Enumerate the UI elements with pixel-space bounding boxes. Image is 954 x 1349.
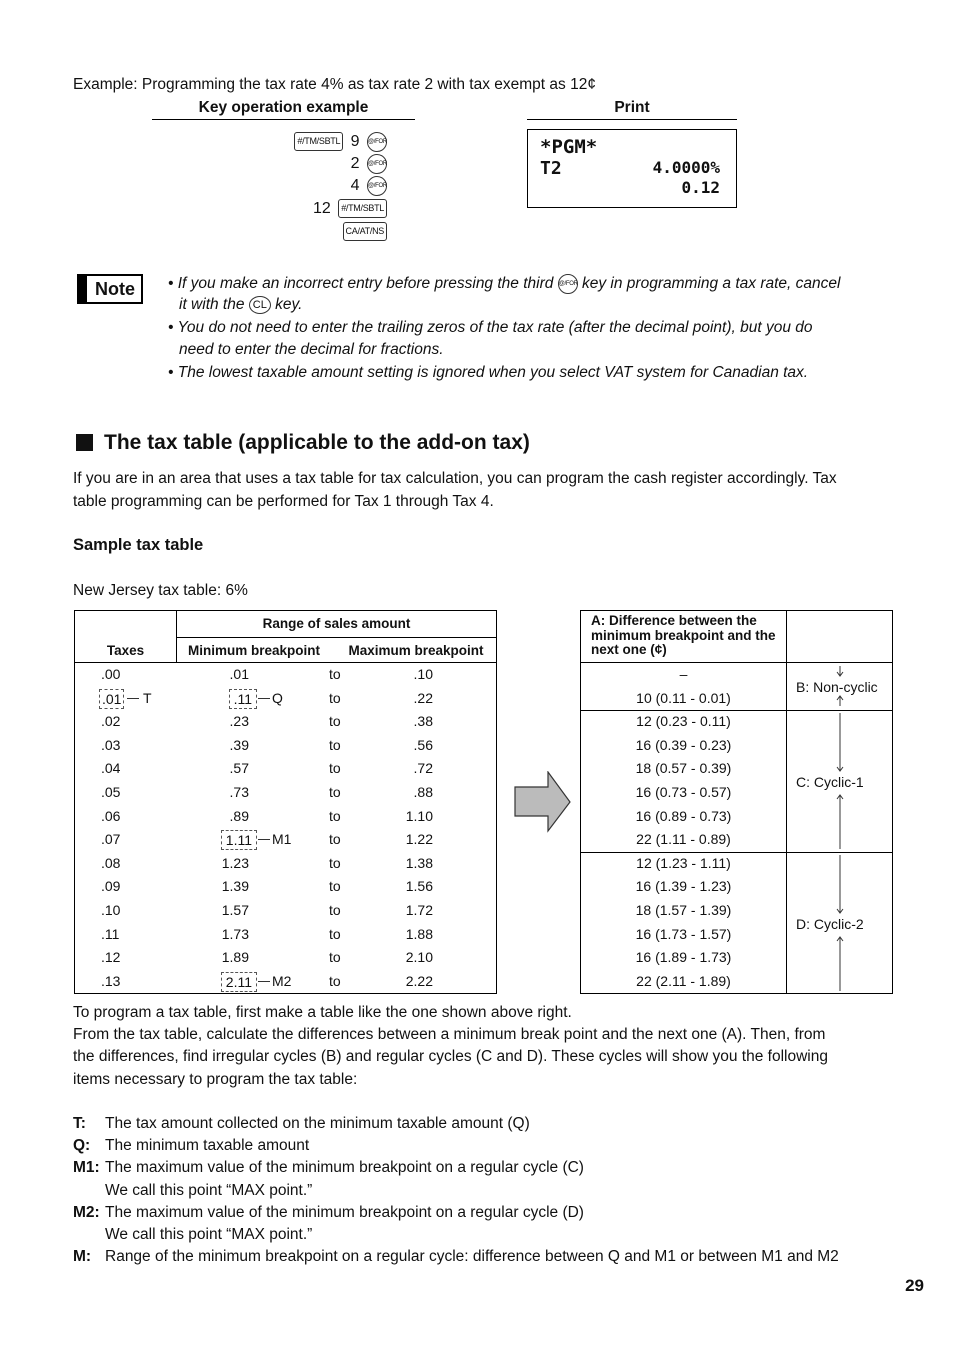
table-row bbox=[75, 970, 496, 994]
print-heading: Print bbox=[527, 99, 737, 120]
table-row bbox=[75, 663, 496, 687]
tax-cell: .05 bbox=[101, 784, 121, 800]
tax-cell: .07 bbox=[101, 831, 121, 848]
tax-table bbox=[74, 610, 497, 994]
table-row bbox=[75, 828, 496, 852]
tax-cell: .10 bbox=[101, 902, 121, 918]
difference-row: 12 (1.23 - 1.11) bbox=[636, 854, 731, 871]
tm-sbtl-key: #/TM/SBTL bbox=[294, 132, 343, 151]
tax-cell: .02 bbox=[101, 713, 121, 730]
key-number: 4 bbox=[350, 177, 360, 194]
note-line-3: • The lowest taxable amount setting is ignored when you select VAT system for Canadian tax. bbox=[168, 364, 809, 381]
min-breakpoint-cell: 1.89 bbox=[221, 949, 249, 966]
group-c-label: C: Cyclic-1 bbox=[796, 774, 864, 790]
print-receipt bbox=[527, 129, 737, 208]
key-number: 2 bbox=[350, 155, 360, 172]
min-breakpoint-cell: .11 bbox=[229, 689, 257, 709]
table-row bbox=[75, 687, 496, 711]
leader-line bbox=[258, 839, 270, 840]
max-breakpoint-cell: .22 bbox=[413, 689, 433, 706]
note-line-1: • If you make an incorrect entry before pressing the third @/FOR key in programming a tax rate, cancel bbox=[168, 275, 841, 293]
table-row bbox=[75, 781, 496, 805]
tax-cell: .12 bbox=[101, 949, 121, 966]
min-breakpoint-cell: .73 bbox=[229, 784, 249, 800]
leader-line bbox=[258, 698, 270, 699]
difference-row: 12 (0.23 - 0.11) bbox=[636, 713, 731, 730]
nj-label: New Jersey tax table: 6% bbox=[73, 582, 248, 599]
table-row bbox=[75, 852, 496, 876]
group-b-label: B: Non-cyclic bbox=[796, 679, 878, 695]
to-label: to bbox=[329, 949, 341, 966]
min-breakpoint-cell: 1.11 bbox=[221, 830, 257, 850]
tm-sbtl-key: #/TM/SBTL bbox=[338, 199, 387, 218]
tax-cell: .13 bbox=[101, 972, 121, 989]
difference-row: 22 (1.11 - 0.89) bbox=[636, 831, 731, 848]
para-line-2: From the tax table, calculate the differences between a minimum break point and the next one (A). Then, from bbox=[73, 1026, 826, 1043]
section-bullet-icon bbox=[76, 434, 93, 451]
key-sequence bbox=[200, 131, 387, 245]
sample-heading: Sample tax table bbox=[73, 536, 204, 554]
tax-cell: .09 bbox=[101, 878, 121, 895]
difference-row: 18 (0.57 - 0.39) bbox=[635, 760, 732, 777]
tax-cell: .03 bbox=[101, 736, 121, 753]
max-breakpoint-cell: .10 bbox=[413, 666, 433, 682]
section-title: The tax table (applicable to the add-on tax) bbox=[104, 431, 530, 454]
min-breakpoint-cell: .01 bbox=[229, 666, 249, 682]
def-m2-sub: We call this point “MAX point.” bbox=[105, 1226, 313, 1243]
max-breakpoint-cell: .56 bbox=[413, 736, 433, 753]
to-label: to bbox=[329, 902, 341, 918]
to-label: to bbox=[329, 925, 341, 942]
at-for-key: @/FOR bbox=[367, 176, 387, 196]
difference-row: 16 (0.73 - 0.57) bbox=[635, 784, 732, 800]
def-m1-sub: We call this point “MAX point.” bbox=[105, 1182, 313, 1199]
example-text: Example: Programming the tax rate 4% as tax rate 2 with tax exempt as 12¢ bbox=[73, 76, 596, 93]
min-breakpoint-cell: 2.11 bbox=[221, 972, 257, 992]
difference-row: 10 (0.11 - 0.01) bbox=[636, 689, 731, 706]
print-pgm-line: *PGM* bbox=[540, 136, 598, 158]
page-number: 29 bbox=[905, 1276, 924, 1295]
group-d-label: D: Cyclic-2 bbox=[796, 916, 864, 932]
to-label: to bbox=[329, 784, 341, 800]
to-label: to bbox=[329, 831, 341, 848]
min-breakpoint-cell: 1.39 bbox=[221, 878, 249, 895]
difference-table bbox=[580, 610, 893, 994]
note-line-1b: it with the CL key. bbox=[179, 296, 303, 314]
table-row bbox=[75, 734, 496, 758]
print-tax-label: T2 bbox=[540, 158, 562, 179]
max-breakpoint-cell: .38 bbox=[413, 713, 433, 730]
right-arrow-icon bbox=[514, 771, 572, 833]
intro-line-1: If you are in an area that uses a tax table for tax calculation, you can program the cash register accordingly. Tax bbox=[73, 470, 837, 487]
table-row bbox=[75, 923, 496, 947]
min-tag: M2 bbox=[272, 972, 292, 989]
to-label: to bbox=[329, 972, 341, 989]
to-label: to bbox=[329, 713, 341, 730]
at-for-key: @/FOR bbox=[558, 274, 578, 294]
para-line-4: items necessary to program the tax table: bbox=[73, 1071, 358, 1088]
max-breakpoint-cell: 1.22 bbox=[405, 831, 433, 848]
max-breakpoint-cell: 2.22 bbox=[405, 972, 433, 989]
max-breakpoint-cell: 2.10 bbox=[405, 949, 433, 966]
table-row bbox=[75, 757, 496, 781]
tax-tag: T bbox=[143, 689, 152, 706]
difference-row: 16 (1.89 - 1.73) bbox=[635, 949, 732, 966]
to-label: to bbox=[329, 689, 341, 706]
to-label: to bbox=[329, 807, 341, 824]
col-taxes: Taxes bbox=[106, 643, 145, 658]
tax-cell: .01 bbox=[99, 689, 124, 709]
min-breakpoint-cell: .39 bbox=[229, 736, 249, 753]
key-number: 9 bbox=[350, 133, 360, 150]
tax-cell: .06 bbox=[101, 807, 121, 824]
max-breakpoint-cell: .72 bbox=[413, 760, 433, 777]
max-breakpoint-cell: 1.56 bbox=[405, 878, 433, 895]
print-exempt-value: 0.12 bbox=[681, 178, 720, 197]
min-tag: Q bbox=[272, 689, 283, 706]
difference-row: 16 (1.73 - 1.57) bbox=[635, 925, 732, 942]
max-breakpoint-cell: 1.72 bbox=[405, 902, 433, 918]
def-m2: M2: The maximum value of the minimum breakpoint on a regular cycle (D) bbox=[73, 1204, 584, 1221]
tax-cell: .11 bbox=[101, 925, 120, 942]
leader-line bbox=[127, 698, 139, 699]
para-line-1: To program a tax table, first make a table like the one shown above right. bbox=[73, 1004, 572, 1021]
at-for-key: @/FOR bbox=[367, 132, 387, 152]
min-breakpoint-cell: .57 bbox=[229, 760, 249, 777]
def-t: T: The tax amount collected on the minimum taxable amount (Q) bbox=[73, 1115, 530, 1132]
table-row bbox=[75, 710, 496, 734]
min-breakpoint-cell: .89 bbox=[229, 807, 249, 824]
max-breakpoint-cell: 1.88 bbox=[405, 925, 433, 942]
table-row bbox=[75, 875, 496, 899]
def-q: Q: The minimum taxable amount bbox=[73, 1137, 310, 1154]
to-label: to bbox=[329, 760, 341, 777]
difference-row: 18 (1.57 - 1.39) bbox=[635, 902, 732, 918]
difference-row: 16 (1.39 - 1.23) bbox=[635, 878, 732, 895]
min-tag: M1 bbox=[272, 831, 292, 848]
table-row bbox=[75, 899, 496, 923]
tax-cell: .00 bbox=[101, 666, 121, 682]
def-m1: M1: The maximum value of the minimum breakpoint on a regular cycle (C) bbox=[73, 1159, 584, 1176]
min-breakpoint-cell: 1.73 bbox=[221, 925, 249, 942]
leader-line bbox=[258, 981, 270, 982]
table-row bbox=[75, 805, 496, 829]
max-breakpoint-cell: .88 bbox=[413, 784, 433, 800]
intro-line-2: table programming can be performed for Tax 1 through Tax 4. bbox=[73, 493, 494, 510]
at-for-key: @/FOR bbox=[367, 154, 387, 174]
min-breakpoint-cell: .23 bbox=[229, 713, 249, 730]
difference-row: 22 (2.11 - 1.89) bbox=[636, 972, 731, 989]
ca-at-ns-key: CA/AT/NS bbox=[343, 222, 387, 241]
key-number: 12 bbox=[312, 200, 331, 217]
col-min-breakpoint: Minimum breakpoint bbox=[187, 643, 320, 658]
key-operation-heading: Key operation example bbox=[152, 99, 415, 120]
note-line-2: • You do not need to enter the trailing zeros of the tax rate (after the decimal point), but you do bbox=[168, 319, 813, 336]
cl-key: CL bbox=[249, 296, 271, 314]
to-label: to bbox=[329, 854, 341, 871]
to-label: to bbox=[329, 878, 341, 895]
range-header: Range of sales amount bbox=[262, 616, 411, 631]
print-tax-rate: 4.0000% bbox=[652, 158, 720, 177]
difference-row: – bbox=[679, 666, 688, 682]
difference-header: A: Difference between the minimum breakpoint and the next one (¢) bbox=[591, 613, 776, 657]
tax-cell: .04 bbox=[101, 760, 121, 777]
tax-cell: .08 bbox=[101, 854, 121, 871]
def-m: M: Range of the minimum breakpoint on a regular cycle: difference between Q and M1 or between M1 and M2 bbox=[73, 1248, 839, 1265]
difference-row: 16 (0.39 - 0.23) bbox=[635, 736, 732, 753]
note-badge: Note bbox=[77, 274, 143, 304]
min-breakpoint-cell: 1.57 bbox=[221, 902, 249, 918]
table-row bbox=[75, 946, 496, 970]
difference-row: 16 (0.89 - 0.73) bbox=[635, 807, 732, 824]
min-breakpoint-cell: 1.23 bbox=[221, 854, 249, 871]
col-max-breakpoint: Maximum breakpoint bbox=[348, 643, 484, 658]
to-label: to bbox=[329, 736, 341, 753]
to-label: to bbox=[329, 666, 341, 682]
max-breakpoint-cell: 1.38 bbox=[405, 854, 433, 871]
note-line-2b: need to enter the decimal for fractions. bbox=[179, 341, 444, 358]
para-line-3: the differences, find irregular cycles (B) and regular cycles (C and D). These cycles will show you the following bbox=[73, 1048, 828, 1065]
max-breakpoint-cell: 1.10 bbox=[405, 807, 433, 824]
